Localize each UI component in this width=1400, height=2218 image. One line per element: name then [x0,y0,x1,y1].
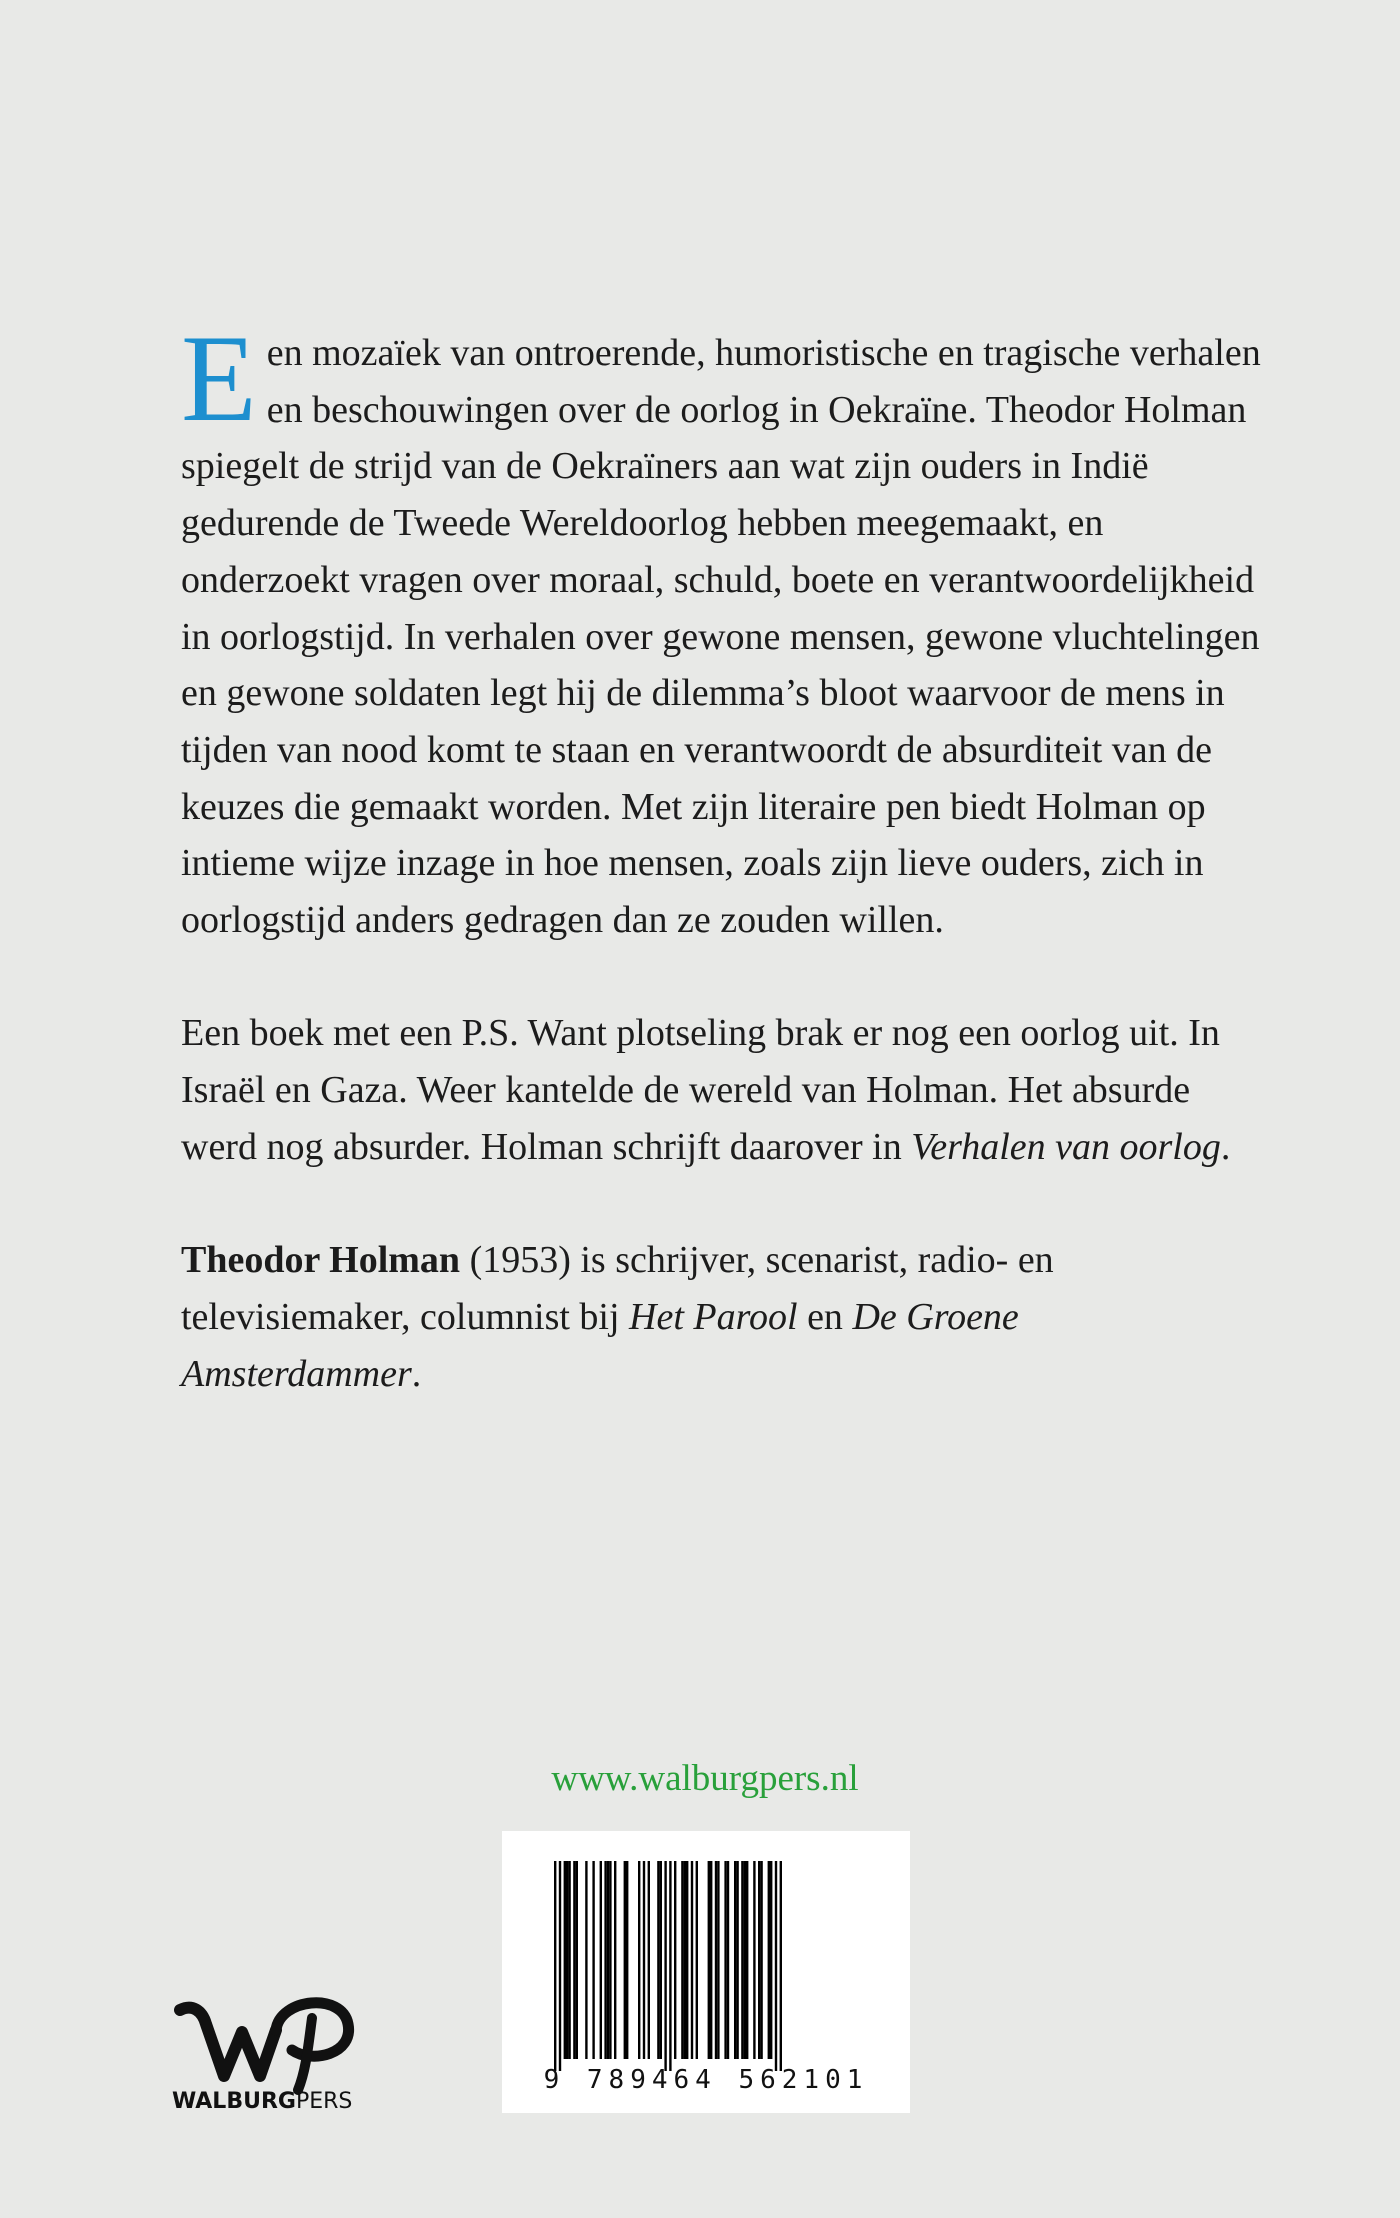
barcode-bar [607,1861,609,2059]
barcode-bar [669,1861,671,2071]
barcode-bar [708,1861,710,2059]
blurb-text-2-end: . [1220,1125,1231,1168]
barcode [502,1831,910,2113]
barcode-bar [568,1861,570,2059]
barcode-number: 9 789464 562101 [543,2065,869,2095]
barcode-bar [566,1861,568,2059]
barcode-bar [775,1861,777,2071]
barcode-bar [758,1861,760,2059]
book-title: Verhalen van oorlog [911,1125,1221,1168]
barcode-bar [554,1861,556,2071]
barcode-bar [614,1861,616,2059]
barcode-bar [576,1861,578,2059]
barcode-bar [681,1861,683,2059]
barcode-bar [559,1861,561,2071]
author-bio-end: . [411,1352,422,1395]
blurb-paragraph-1 [181,310,1261,949]
barcode-bar [736,1861,738,2059]
drop-cap: E [181,310,257,447]
barcode-bar [674,1861,676,2059]
blurb-text-2: Een boek met een P.S. Want plotseling brak er nog een oorlog uit. In Israël en Gaza. Weer kantelde de wereld van Holman. Het absurde werd nog absurder. Holman schrijft daarover in [181,1012,1220,1168]
barcode-bar [724,1861,726,2059]
barcode-bar [746,1861,748,2059]
barcode-bar [626,1861,628,2059]
barcode-bar [592,1861,594,2059]
barcode-bar [585,1861,587,2059]
barcode-bar [643,1861,645,2059]
author-name: Theodor Holman [181,1239,461,1282]
barcode-bar [727,1861,729,2059]
barcode-bar [604,1861,606,2059]
publisher-logo-wordmark [172,2089,352,2114]
barcode-bar [696,1861,698,2059]
barcode-bar [660,1861,662,2059]
barcode-bar [624,1861,626,2059]
barcode-bar [609,1861,611,2059]
publication-2: De Groene Amsterdammer [181,1295,1019,1395]
barcode-bar [715,1861,717,2059]
back-cover-text [181,310,1261,1402]
barcode-bar [684,1861,686,2059]
barcode-bar [664,1861,666,2071]
wordmark-regular: PERS [295,2089,353,2114]
barcode-bar [741,1861,743,2059]
publication-1: Het Parool [629,1295,798,1338]
barcode-bar [780,1861,782,2071]
barcode-bar [657,1861,659,2059]
barcode-bar [717,1861,719,2059]
barcode-bar [734,1861,736,2059]
barcode-bar [744,1861,746,2059]
barcode-bar [638,1861,640,2059]
barcode-bar [648,1861,650,2059]
author-bio [181,1232,1261,1402]
barcode-bar [564,1861,566,2059]
barcode-bar [768,1861,770,2059]
barcode-bars [502,1831,910,2071]
barcode-bar [691,1861,693,2059]
barcode-bar [573,1861,575,2059]
barcode-bar [710,1861,712,2059]
author-bio-text: (1953) is schrijver, scenarist, radio- en televisiemaker, columnist bij [181,1239,1054,1338]
barcode-bar [686,1861,688,2059]
barcode-bar [600,1861,602,2059]
author-bio-conjunction: en [807,1295,843,1338]
barcode-bar [770,1861,772,2059]
blurb-text-1: en mozaïek van ontroerende, humoristische en tragische verhalen en beschouwingen over de oorlog in Oekraïne. Theodor Holman spiegelt de strijd van de Oekraïners aan wat zijn ouders in Indië gedurende de Tweede Wereldoorlog hebben meegemaakt, en onderzoekt vragen over moraal, schuld, boete en verantwoordelijkheid in oorlogstijd. In verhalen over gewone mensen, gewone vluchtelingen en gewone soldaten legt hij de dilemma’s bloot waarvoor de mens in tijden van nood komt te staan en verantwoordt de absurditeit van de keuzes die gemaakt worden. Met zijn literaire pen biedt Holman op intieme wijze inzage in hoe mensen, zoals zijn lieve ouders, zich in oorlogstijd anders gedragen dan ze zouden willen. [181,332,1261,942]
blurb-paragraph-2 [181,1005,1261,1175]
publisher-website[interactable]: www.walburgpers.nl [551,1758,859,1799]
wordmark-bold: WALBURG [172,2089,296,2114]
barcode-bar [753,1861,755,2059]
barcode-bar [760,1861,762,2059]
